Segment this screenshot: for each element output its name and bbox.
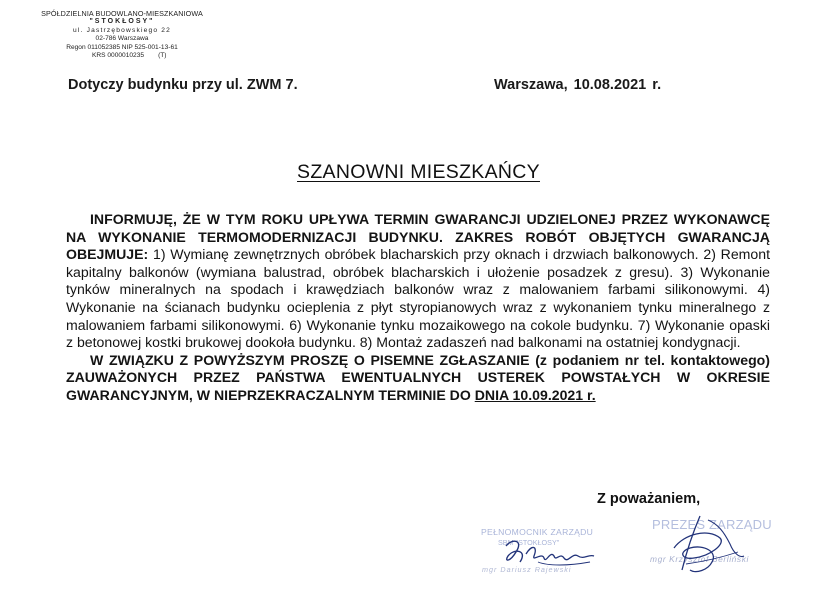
warranty-scope: 1) Wymianę zewnętrznych obróbek blacharskich przy oknach i drzwiach balkonowych. 2) Remont kapitalny balkonów (wymiana balustrad, obróbek blacharskich i ułożenie posadzek z gresu). 3) Wykonanie tynków mineralnych na spodach i krawędziach balkonów wraz z malowaniem farbami silikonowymi. 4) Wykonanie na ścianach budynku ocieplenia z płyt styropianowych wraz z wykonaniem tynku mineralnego z malowaniem farbami silikonowymi. 6) Wykonanie tynku mozaikowego na cokole budynku. 7) Wykonanie opaski z betonowej kostki brukowej dookoła budynku. 8) Montaż zadaszeń nad balkonami na ostatniej kondygnacji.	[66, 246, 770, 351]
paragraph-warranty	[66, 211, 770, 352]
president-signature	[660, 512, 750, 582]
letterhead-krs-number: KRS 0000010235	[92, 52, 145, 60]
letterhead-mark: (T)	[158, 52, 167, 60]
president-stamp	[640, 512, 780, 582]
letterhead-krs	[22, 52, 222, 60]
proxy-stamp	[468, 522, 618, 582]
proxy-stamp-name: mgr Dariusz Rajewski	[482, 565, 572, 574]
building-reference: Dotyczy budynku przy ul. ZWM 7.	[68, 77, 298, 93]
paragraph-request	[66, 352, 770, 405]
president-stamp-title: PREZES ZARZĄDU	[652, 517, 772, 532]
proxy-stamp-title: PEŁNOMOCNIK ZARZĄDU	[481, 527, 594, 537]
letterhead-name: "STOKŁOSY"	[89, 18, 155, 26]
letterhead-org: SPÓŁDZIELNIA BUDOWLANO-MIESZKANIOWA	[41, 9, 203, 18]
heading-text: SZANOWNI MIESZKAŃCY	[297, 161, 540, 183]
request-text: W ZWIĄZKU Z POWYŻSZYM PROSZĘ O PISEMNE ZGŁASZANIE (z podaniem nr tel. kontaktowego) ZAUWAŻONYCH PRZEZ PAŃSTWA EWENTUALNYCH USTEREK POWSTAŁYCH W OKRESIE GWARANCYJNYM, W NIEPRZEKRACZALNYM TERMINIE DO	[66, 351, 770, 403]
letterhead-city: 02-786 Warszawa	[95, 35, 149, 43]
letterhead-regon: Regon 011052385 NIP 525-001-13-61	[66, 43, 178, 51]
president-stamp-name: mgr Krzysztof Berliński	[650, 554, 749, 564]
request-deadline: DNIA 10.09.2021 r.	[474, 386, 596, 403]
page-title	[0, 161, 837, 184]
letterhead-stamp	[22, 10, 222, 60]
proxy-signature	[498, 532, 608, 572]
letterhead-street: ul. Jastrzębowskiego 22	[73, 26, 171, 34]
closing-regards: Z poważaniem,	[597, 491, 701, 507]
proxy-stamp-org: SBM "STOKŁOSY"	[498, 538, 560, 547]
letter-body	[66, 211, 770, 405]
letter-date: Warszawa, 10.08.2021 r.	[494, 77, 662, 93]
warranty-lead: INFORMUJĘ, ŻE W TYM ROKU UPŁYWA TERMIN GWARANCJI UDZIELONEJ PRZEZ WYKONAWCĘ NA WYKONANIE TERMOMODERNIZACJI BUDYNKU. ZAKRES ROBÓT OBJĘTYCH GWARANCJĄ OBEJMUJE:	[66, 211, 770, 263]
